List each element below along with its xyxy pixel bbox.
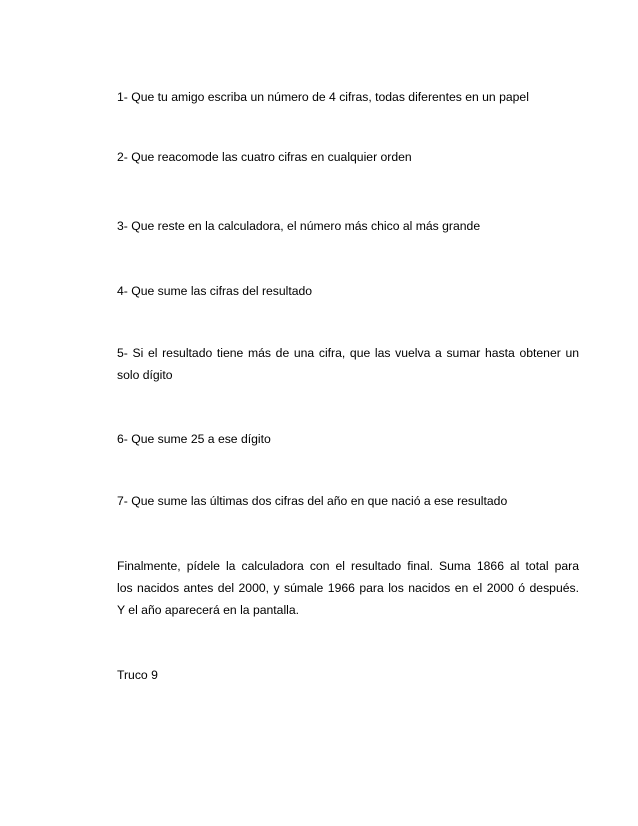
step-6-text: 6- Que sume 25 a ese dígito bbox=[117, 432, 271, 446]
final-line-3: Y el año aparecerá en la pantalla. bbox=[117, 603, 300, 617]
final-paragraph bbox=[117, 555, 579, 621]
step-3-text: 3- Que reste en la calculadora, el número más chico al más grande bbox=[117, 219, 481, 233]
next-trick-title: Truco 9 bbox=[117, 668, 158, 682]
step-5-line-2: solo dígito bbox=[117, 368, 173, 382]
final-line-2: los nacidos antes del 2000, y súmale 1966 para los nacidos en el 2000 ó después. bbox=[117, 581, 579, 595]
final-line-1: Finalmente, pídele la calculadora con el resultado final. Suma 1866 al total para bbox=[117, 559, 579, 573]
step-2-text: 2- Que reacomode las cuatro cifras en cualquier orden bbox=[117, 150, 412, 164]
step-5-line-1: 5- Si el resultado tiene más de una cifra, que las vuelva a sumar hasta obtener un bbox=[117, 346, 579, 360]
step-5-paragraph bbox=[117, 342, 579, 386]
step-1-text: 1- Que tu amigo escriba un número de 4 cifras, todas diferentes en un papel bbox=[117, 90, 529, 104]
step-7-text: 7- Que sume las últimas dos cifras del año en que nació a ese resultado bbox=[117, 494, 508, 508]
step-4-text: 4- Que sume las cifras del resultado bbox=[117, 284, 313, 298]
